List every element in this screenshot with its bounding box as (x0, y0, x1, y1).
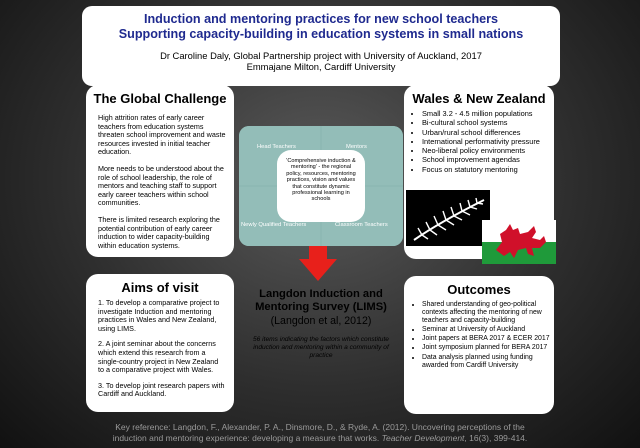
global-challenge-paragraph: High attrition rates of early career teachers from education systems threaten school improvement and waste resources invested in initial teacher education. (98, 113, 226, 157)
lims-block (246, 288, 396, 360)
framework-center-text: 'Comprehensive induction & mentoring' - the regional policy, resources, mentoring practices, vision and values that constitute dynamic professional learning in schools (286, 158, 356, 203)
framework-center (277, 150, 365, 222)
list-item: • Focus on statutory mentoring (422, 166, 554, 175)
list-item: • Urban/rural school differences (422, 129, 554, 138)
list-item: • School improvement agendas (422, 156, 554, 165)
header-banner (82, 6, 560, 86)
key-reference-footer (0, 422, 640, 443)
quadrant-label: Head Teachers (257, 144, 296, 150)
reference-line2 (0, 433, 640, 444)
outcomes-list (404, 301, 554, 370)
outcomes-panel (404, 276, 554, 414)
list-item: • Joint symposium planned for BERA 2017 (422, 344, 554, 352)
aim-item: 3. To develop joint research papers with Cardiff and Auckland. (98, 380, 225, 399)
author-line2: Emmajane Milton, Cardiff University (246, 61, 396, 72)
wales-nz-list (404, 110, 554, 175)
journal-name: Teacher Development (381, 432, 465, 443)
list-item: • Joint papers at BERA 2017 & ECER 2017 (422, 335, 554, 343)
quadrant-label: Newly Qualified Teachers (241, 222, 307, 228)
list-item: • International performativity pressure (422, 138, 554, 147)
aims-title: Aims of visit (121, 280, 199, 295)
list-item: • Neo-liberal policy environments (422, 147, 554, 156)
aims-text (98, 299, 226, 399)
outcomes-title: Outcomes (447, 282, 511, 297)
induction-framework-diagram (239, 126, 403, 246)
quadrant-label: Mentors (346, 144, 367, 150)
global-challenge-paragraph: More needs to be understood about the role of school leadership, the role of mentors and teaching staff to support early career teachers within school communities. (98, 163, 224, 208)
aim-item: 1. To develop a comparative project to investigate Induction and mentoring practices in Wales and New Zealand, using LIMS. (98, 298, 220, 333)
author-line1: Dr Caroline Daly, Global Partnership project with University of Auckland, 2017 (160, 50, 482, 61)
lims-citation: (Langdon et al, 2012) (270, 315, 372, 327)
reference-details: , 16(3), 399-414. (464, 432, 528, 443)
quadrant-label: Classroom Teachers (335, 222, 388, 228)
lims-note: 56 items indicating the factors which constitute induction and mentoring within a community of practice (253, 336, 389, 359)
list-item: • Shared understanding of geo-political contexts affecting the mentoring of new teachers and capacity-building (422, 301, 554, 325)
lims-title: Langdon Induction and Mentoring Survey (LIMS) (255, 288, 387, 313)
silver-fern-flag-image (406, 190, 490, 246)
aims-panel (86, 274, 234, 412)
list-item: • Data analysis planned using funding awarded from Cardiff University (422, 354, 554, 370)
list-item: • Seminar at University of Auckland (422, 326, 554, 334)
global-challenge-text (98, 114, 226, 250)
reference-text: induction and mentoring experience: developing a measure that works. (112, 432, 382, 443)
wales-nz-title: Wales & New Zealand (412, 91, 546, 106)
poster-title-line2: Supporting capacity-building in education systems in small nations (118, 27, 524, 41)
welsh-dragon-flag-image (482, 220, 556, 264)
down-arrow-icon (298, 246, 338, 282)
list-item: • Small 3.2 - 4.5 million populations (422, 110, 554, 119)
reference-line1: Key reference: Langdon, F., Alexander, P. A., Dinsmore, D., & Ryde, A. (2012). Uncovering perceptions of the (115, 422, 525, 432)
poster-title-line1: Induction and mentoring practices for new school teachers (143, 12, 499, 26)
list-item: • Bi-cultural school systems (422, 119, 554, 128)
global-challenge-paragraph: There is limited research exploring the potential contribution of early career induction to wider capacity-building within education systems. (98, 214, 220, 250)
global-challenge-title: The Global Challenge (93, 91, 227, 106)
aim-item: 2. A joint seminar about the concerns which extend this research from a single-country project in New Zealand to a comparative project with Wales. (98, 339, 219, 375)
global-challenge-panel (86, 85, 234, 257)
